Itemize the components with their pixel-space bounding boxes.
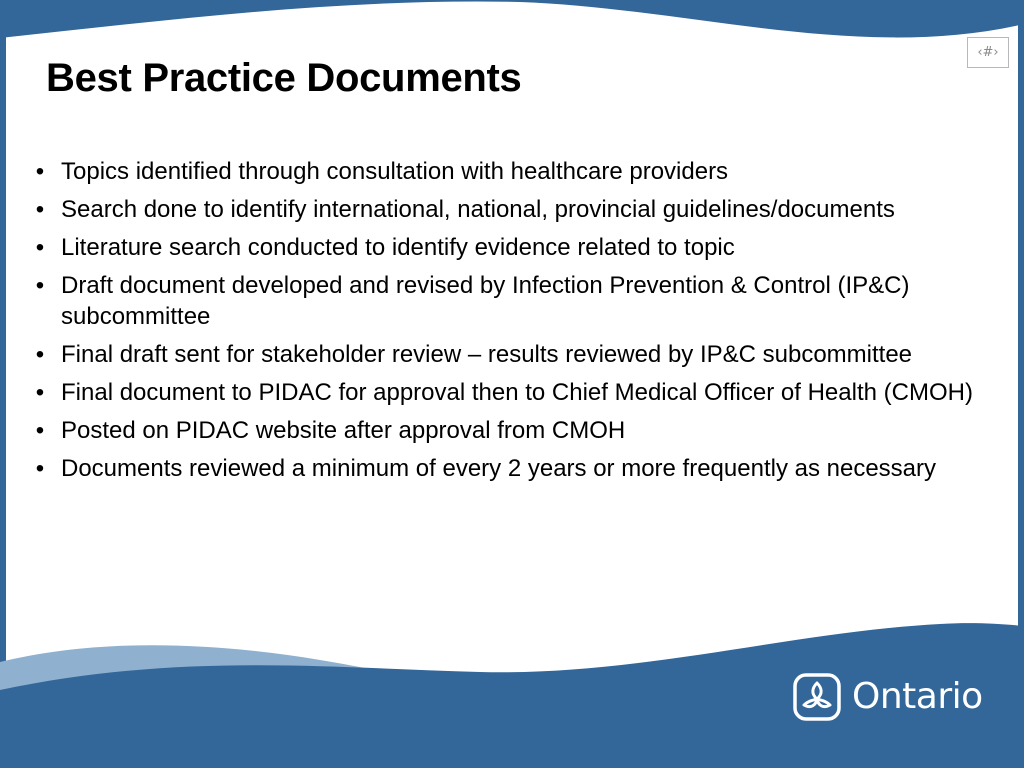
ontario-trillium-icon <box>792 672 842 722</box>
slide-number: ‹#› <box>967 37 1009 68</box>
bullet-item <box>30 270 980 332</box>
bullet-text: Documents reviewed a minimum of every 2 years or more frequently as necessary <box>61 455 937 482</box>
bullet-marker: • <box>35 455 45 482</box>
bullet-marker: • <box>35 158 45 185</box>
bullet-marker: • <box>35 417 45 444</box>
ontario-wordmark: Ontario <box>852 676 983 717</box>
bullet-text: Final document to PIDAC for approval then to Chief Medical Officer of Health (CMOH) <box>61 379 973 406</box>
ontario-logo <box>792 672 983 722</box>
bullet-item <box>30 377 980 408</box>
bullet-item <box>30 453 980 484</box>
bullet-text: Search done to identify international, national, provincial guidelines/documents <box>61 196 895 223</box>
bullet-text: Posted on PIDAC website after approval from CMOH <box>61 417 626 444</box>
bullet-marker: • <box>35 379 45 406</box>
bullet-marker: • <box>35 341 45 368</box>
bullet-text: Draft document developed and revised by Infection Prevention & Control (IP&C) subcommittee <box>61 272 910 330</box>
bullet-item <box>30 415 980 446</box>
bullet-item <box>30 194 980 225</box>
bullet-marker: • <box>35 234 45 261</box>
bullet-text: Literature search conducted to identify evidence related to topic <box>61 234 735 261</box>
bullet-marker: • <box>35 272 45 299</box>
slide-title: Best Practice Documents <box>46 56 522 100</box>
bullet-marker: • <box>35 196 45 223</box>
bullet-text: Topics identified through consultation with healthcare providers <box>61 158 729 185</box>
bullet-list <box>30 156 980 491</box>
bullet-item <box>30 339 980 370</box>
bullet-item <box>30 156 980 187</box>
bullet-text: Final draft sent for stakeholder review – results reviewed by IP&C subcommittee <box>61 341 913 368</box>
left-frame-stripe <box>0 0 6 768</box>
bullet-item <box>30 232 980 263</box>
top-wave-band <box>0 0 1024 38</box>
